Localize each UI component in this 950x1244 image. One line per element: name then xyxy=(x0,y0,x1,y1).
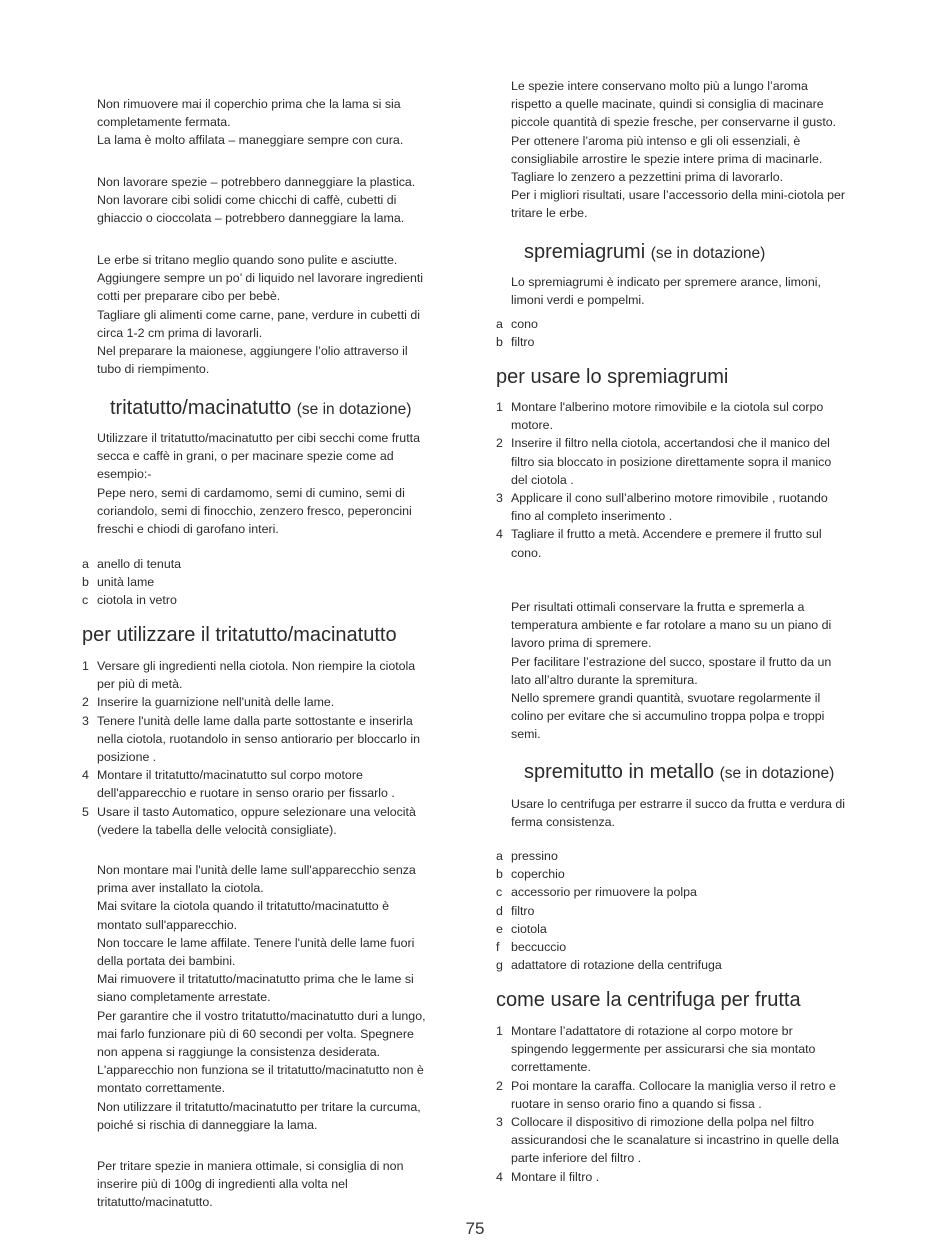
text-line: tritare le erbe. xyxy=(511,206,588,221)
text-line: Tagliare il frutto a metà. Accendere e premere il frutto sul xyxy=(511,527,822,542)
text-line: Le erbe si tritano meglio quando sono pulite e asciutte. xyxy=(97,253,398,267)
text-line: consigliabile arrostire le spezie intere prima di macinarle. xyxy=(511,151,823,166)
text-line: Tagliare gli alimenti come carne, pane, verdure in cubetti di xyxy=(97,307,421,322)
text-line: ruotare in senso orario fino a quando si fissa . xyxy=(511,1096,762,1111)
text-line: Versare gli ingredienti nella ciotola. Non riempire la ciotola xyxy=(97,659,416,673)
list-item xyxy=(82,555,181,573)
list-item xyxy=(496,920,722,938)
text-line: Non lavorare cibi solidi come chicchi di caffè, cubetti di xyxy=(97,193,397,208)
text-line: prima aver installato la ciotola. xyxy=(97,881,264,896)
heading-spremitutto-note: (se in dotazione) xyxy=(719,765,835,782)
heading-spremiagrumi-title: spremiagrumi xyxy=(524,241,646,263)
list-item xyxy=(496,883,722,901)
step-number: 1 xyxy=(496,400,503,414)
text-line: rispetto a quelle macinate, quindi si consiglia di macinare xyxy=(511,97,824,112)
step-number: 5 xyxy=(82,804,89,819)
spremiagrumi-hints xyxy=(511,598,831,744)
step-text xyxy=(511,1077,836,1113)
safety-note-lid xyxy=(97,95,403,150)
text-line: Non rimuovere mai il coperchio prima che la lama si sia xyxy=(97,97,401,111)
step-item xyxy=(82,657,420,693)
hints-herbs xyxy=(97,251,423,378)
text-line: Per garantire che il vostro tritatutto/macinatutto duri a lungo, xyxy=(97,1008,426,1023)
text-line: La lama è molto affilata – maneggiare sempre con cura. xyxy=(97,133,404,148)
spremiagrumi-steps xyxy=(496,398,831,562)
text-line: piccole quantità di spezie fresche, per conservarne il gusto. xyxy=(511,115,837,130)
step-text xyxy=(511,1168,599,1186)
step-item xyxy=(82,693,420,711)
text-line: Inserire la guarnizione nell'unità delle lame. xyxy=(97,695,335,710)
text-line: Per i migliori risultati, usare l’accessorio della mini-ciotola per xyxy=(511,188,845,203)
text-line: Per facilitare l’estrazione del succo, spostare il frutto da un xyxy=(511,654,832,669)
spremitutto-parts-list xyxy=(496,847,722,974)
text-line: L'apparecchio non funziona se il tritatutto/macinatutto non è xyxy=(97,1063,424,1078)
list-item-text: unità lame xyxy=(97,575,155,590)
text-line: colino per evitare che si accumulino troppa polpa e troppi xyxy=(511,709,825,724)
list-item-letter: a xyxy=(496,849,503,863)
text-line: Montare il tritatutto/macinatutto sul corpo motore xyxy=(97,768,363,783)
text-line: dell'apparecchio e ruotare in senso orario per fissarlo . xyxy=(97,786,395,801)
list-item xyxy=(496,315,538,333)
list-item-letter: c xyxy=(82,593,89,608)
step-text xyxy=(97,657,415,693)
text-line: nella ciotola, ruotandolo in senso antiorario per bloccarlo in xyxy=(97,731,421,746)
text-line: Montare l’adattatore di rotazione al corpo motore br xyxy=(511,1024,793,1038)
spremiagrumi-intro xyxy=(511,273,821,309)
spremiagrumi-parts-list xyxy=(496,315,538,351)
list-item-letter: b xyxy=(496,335,503,350)
text-line: (vedere la tabella delle velocità consigliate). xyxy=(97,822,337,837)
text-line: Applicare il cono sull’alberino motore rimovibile , ruotando xyxy=(511,491,828,506)
step-item xyxy=(496,525,831,561)
tritatutto-hints xyxy=(97,1157,403,1212)
text-line: semi. xyxy=(511,727,541,742)
text-line: siano completamente arrestate. xyxy=(97,990,271,1005)
spremitutto-intro xyxy=(511,795,845,831)
text-line: ferma consistenza. xyxy=(511,815,615,830)
list-item-letter: d xyxy=(496,903,503,918)
heading-spremiagrumi-note: (se in dotazione) xyxy=(650,245,766,262)
text-line: Pepe nero, semi di cardamomo, semi di cumino, semi di xyxy=(97,485,405,500)
heading-tritatutto xyxy=(110,396,411,422)
heading-utilizzare: per utilizzare il tritatutto/macinatutto xyxy=(82,624,397,646)
step-text xyxy=(97,693,334,711)
text-line: temperatura ambiente e far rotolare a mano su un piano di xyxy=(511,618,832,633)
text-line: esempio:- xyxy=(97,467,152,482)
text-line: Non toccare le lame affilate. Tenere l'unità delle lame fuori xyxy=(97,935,415,950)
text-line: non appena si raggiunge la consistenza desiderata. xyxy=(97,1045,381,1060)
step-text xyxy=(97,766,395,802)
step-text xyxy=(511,489,828,525)
step-item xyxy=(82,803,420,839)
list-item xyxy=(82,591,181,609)
step-item xyxy=(496,1113,839,1168)
text-line: lavoro prima di spremere. xyxy=(511,636,652,651)
text-line: Le spezie intere conservano molto più a lungo l’aroma xyxy=(511,79,808,93)
step-text xyxy=(511,1022,815,1077)
text-line: Mai rimuovere il tritatutto/macinatutto prima che le lame si xyxy=(97,972,414,987)
list-item xyxy=(496,938,722,956)
step-number: 4 xyxy=(82,768,89,783)
step-item xyxy=(496,1168,839,1186)
list-item-letter: b xyxy=(82,575,89,590)
text-line: Per ottenere l’aroma più intenso e gli oli essenziali, è xyxy=(511,133,801,148)
warning-spices xyxy=(97,173,415,228)
step-number: 2 xyxy=(496,1078,503,1093)
heading-tritatutto-title: tritatutto/macinatutto xyxy=(110,397,292,419)
step-item xyxy=(496,1077,839,1113)
text-line: Usare il tasto Automatico, oppure selezionare una velocità xyxy=(97,804,416,819)
step-item xyxy=(496,1022,839,1077)
tritatutto-steps xyxy=(82,657,420,839)
text-line: secca e caffè in grani, o per macinare spezie come ad xyxy=(97,449,394,464)
text-line: Aggiungere sempre un po’ di liquido nel lavorare ingredienti xyxy=(97,271,424,286)
text-line: inserire più di 100g di ingredienti alla volta nel xyxy=(97,1177,348,1192)
step-item xyxy=(496,398,831,434)
step-text xyxy=(511,1113,839,1168)
text-line: cono. xyxy=(511,545,542,560)
list-item-text: ciotola in vetro xyxy=(97,593,177,608)
text-line: Non lavorare spezie – potrebbero danneggiare la plastica. xyxy=(97,175,416,189)
step-number: 3 xyxy=(82,713,89,728)
list-item-text: beccuccio xyxy=(511,940,567,955)
list-item-letter: a xyxy=(496,317,503,331)
heading-spremitutto xyxy=(524,760,834,786)
heading-usare-spremiagrumi: per usare lo spremiagrumi xyxy=(496,366,729,388)
step-item xyxy=(82,766,420,802)
tritatutto-intro xyxy=(97,429,420,538)
heading-spremiagrumi xyxy=(524,240,765,266)
heading-tritatutto-note: (se in dotazione) xyxy=(296,401,412,418)
list-item-text: cono xyxy=(511,317,538,331)
text-line: Utilizzare il tritatutto/macinatutto per cibi secchi come frutta xyxy=(97,431,420,445)
step-number: 3 xyxy=(496,491,503,506)
text-line: montato sull'apparecchio. xyxy=(97,917,238,932)
text-line: fino al completo inserimento . xyxy=(511,509,673,524)
text-line: correttamente. xyxy=(511,1060,591,1075)
list-item-text: pressino xyxy=(511,849,558,863)
step-item xyxy=(496,489,831,525)
list-item xyxy=(496,333,538,351)
text-line: assicurandosi che le scanalature si incastrino in quelle della xyxy=(511,1133,839,1148)
text-line: cotti per preparare cibo per bebè. xyxy=(97,289,281,304)
step-number: 2 xyxy=(496,436,503,451)
list-item-letter: g xyxy=(496,958,503,973)
text-line: della portata dei bambini. xyxy=(97,954,236,969)
list-item-letter: a xyxy=(82,557,89,571)
spices-hints xyxy=(511,77,845,223)
text-line: filtro sia bloccato in posizione direttamente sopra il manico xyxy=(511,454,832,469)
text-line: tubo di riempimento. xyxy=(97,362,210,377)
list-item-text: adattatore di rotazione della centrifuga xyxy=(511,958,722,973)
text-line: montato correttamente. xyxy=(97,1081,226,1096)
text-line: Mai svitare la ciotola quando il tritatutto/macinatutto è xyxy=(97,899,390,914)
step-text xyxy=(97,803,416,839)
text-line: Inserire il filtro nella ciotola, accertandosi che il manico del xyxy=(511,436,830,451)
text-line: Non montare mai l'unità delle lame sull'apparecchio senza xyxy=(97,863,416,877)
text-line: completamente fermata. xyxy=(97,115,231,130)
heading-centrifuga: come usare la centrifuga per frutta xyxy=(496,989,801,1011)
list-item-letter: f xyxy=(496,940,500,955)
list-item xyxy=(496,902,722,920)
step-text xyxy=(97,712,420,767)
list-item-letter: b xyxy=(496,867,503,882)
text-line: motore. xyxy=(511,418,554,433)
text-line: spingendo leggermente per assicurarsi che sia montato xyxy=(511,1042,816,1057)
list-item-letter: c xyxy=(496,885,503,900)
text-line: circa 1-2 cm prima di lavorarli. xyxy=(97,325,263,340)
text-line: Usare lo centrifuga per estrarre il succo da frutta e verdura di xyxy=(511,797,846,811)
step-text xyxy=(511,434,831,489)
step-text xyxy=(511,525,822,561)
text-line: Montare l'alberino motore rimovibile e la ciotola sul corpo xyxy=(511,400,824,414)
text-line: mai farlo funzionare più di 60 secondi per volta. Spegnere xyxy=(97,1026,414,1041)
text-line: Nello spremere grandi quantità, svuotare regolarmente il xyxy=(511,691,821,706)
text-line: Lo spremiagrumi è indicato per spremere arance, limoni, xyxy=(511,275,821,289)
step-number: 1 xyxy=(496,1024,503,1038)
text-line: Nel preparare la maionese, aggiungere l’olio attraverso il xyxy=(97,344,408,359)
list-item xyxy=(496,865,722,883)
text-line: ghiaccio o cioccolata – potrebbero danneggiare la lama. xyxy=(97,211,405,226)
list-item-text: anello di tenuta xyxy=(97,557,182,571)
page-number: 75 xyxy=(465,1219,485,1238)
step-item xyxy=(82,712,420,767)
text-line: Non utilizzare il tritatutto/macinatutto per tritare la curcuma, xyxy=(97,1099,421,1114)
step-item xyxy=(496,434,831,489)
text-line: limoni verdi e pompelmi. xyxy=(511,293,645,308)
step-number: 2 xyxy=(82,695,89,710)
list-item-text: filtro xyxy=(511,903,535,918)
list-item xyxy=(82,573,181,591)
heading-spremitutto-title: spremitutto in metallo xyxy=(524,761,715,783)
text-line: Montare il filtro . xyxy=(511,1169,600,1184)
list-item xyxy=(496,847,722,865)
text-line: poiché si rischia di danneggiare la lama. xyxy=(97,1117,318,1132)
tritatutto-parts-list xyxy=(82,555,181,610)
text-line: tritatutto/macinatutto. xyxy=(97,1195,213,1210)
step-text xyxy=(511,398,823,434)
step-number: 4 xyxy=(496,1169,503,1184)
step-number: 1 xyxy=(82,659,89,673)
list-item-letter: e xyxy=(496,921,503,936)
text-line: per più di metà. xyxy=(97,677,183,692)
text-line: Poi montare la caraffa. Collocare la maniglia verso il retro e xyxy=(511,1078,836,1093)
text-line: parte inferiore del filtro . xyxy=(511,1151,642,1166)
text-line: del ciotola . xyxy=(511,472,574,487)
list-item-text: ciotola xyxy=(511,921,547,936)
text-line: Tagliare lo zenzero a pezzettini prima di lavorarlo. xyxy=(511,170,784,185)
list-item-text: accessorio per rimuovere la polpa xyxy=(511,885,697,900)
step-number: 3 xyxy=(496,1115,503,1130)
list-item xyxy=(496,956,722,974)
list-item-text: filtro xyxy=(511,335,535,350)
text-line: lato all’altro durante la spremitura. xyxy=(511,672,698,687)
text-line: freschi e chiodi di garofano interi. xyxy=(97,522,279,537)
centrifuga-steps xyxy=(496,1022,839,1186)
list-item-text: coperchio xyxy=(511,867,565,882)
step-number: 4 xyxy=(496,527,503,542)
text-line: posizione . xyxy=(97,750,157,765)
text-line: Per tritare spezie in maniera ottimale, si consiglia di non xyxy=(97,1159,404,1173)
text-line: Tenere l'unità delle lame dalla parte sottostante e inserirla xyxy=(97,713,413,728)
text-line: coriandolo, semi di finocchio, zenzero fresco, peperoncini xyxy=(97,503,412,518)
tritatutto-safety xyxy=(97,861,426,1134)
text-line: Per risultati ottimali conservare la frutta e spremerla a xyxy=(511,600,805,614)
text-line: Collocare il dispositivo di rimozione della polpa nel filtro xyxy=(511,1115,815,1130)
